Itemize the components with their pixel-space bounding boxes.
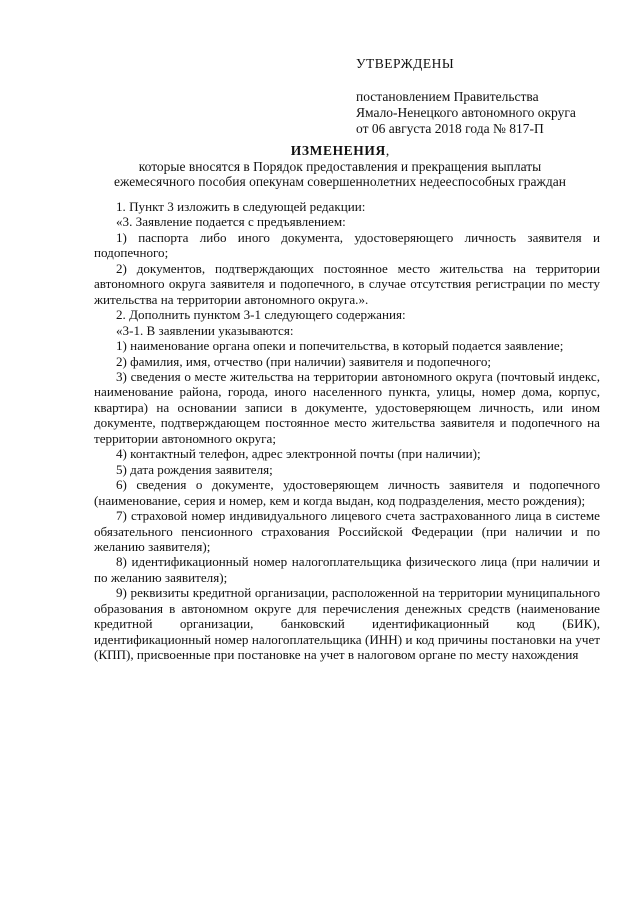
paragraph: 9) реквизиты кредитной организации, расположенной на территории муниципального образования в автономном округе для перечисления денежных средств (наименование кредитной организации, банковский идентификационный код (БИК), идентификационный номер налогоплательщика (ИНН) и код причины постановки на учет (КПП), присвоенные при постановке на учет в налоговом органе по месту нахождения [94,585,600,663]
approval-line-2: Ямало-Ненецкого автономного округа [356,105,576,120]
document-subtitle-line-2: ежемесячного пособия опекунам совершеннолетних недееспособных граждан [114,174,566,189]
paragraph: 1) наименование органа опеки и попечительства, в который подается заявление; [116,338,564,354]
paragraph: 7) страховой номер индивидуального лицевого счета застрахованного лица в системе обязательного пенсионного страхования Российской Федерации (при наличии и по желанию заявителя); [94,508,600,554]
document-title: ИЗМЕНЕНИЯ [290,143,386,158]
paragraph: «3-1. В заявлении указываются: [116,322,294,338]
document-title-block [80,143,600,190]
document-title-suffix: , [385,143,390,158]
paragraph: «3. Заявление подается с предъявлением: [116,214,346,230]
approval-line-3: от 06 августа 2018 года № 817-П [356,121,544,136]
paragraph: 1) паспорта либо иного документа, удостоверяющего личность заявителя и подопечного; [94,229,600,261]
paragraph: 2) фамилия, имя, отчество (при наличии) заявителя и подопечного; [116,353,491,369]
approval-heading: УТВЕРЖДЕНЫ [356,56,455,71]
paragraph: 6) сведения о документе, удостоверяющем личность заявителя и подопечного (наименование, серия и номер, кем и когда выдан, код подразделения, место рождения); [94,477,600,508]
document-subtitle-line-1: которые вносятся в Порядок предоставления и прекращения выплаты [138,158,542,174]
document-body [94,199,600,663]
paragraph: 8) идентификационный номер налогоплательщика физического лица (при наличии и по желанию заявителя); [94,554,600,585]
document-title-line [80,143,600,159]
paragraph: 2. Дополнить пунктом 3-1 следующего содержания: [116,307,406,323]
paragraph: 1. Пункт 3 изложить в следующей редакции: [116,199,366,214]
paragraph: 5) дата рождения заявителя; [116,461,273,477]
paragraph: 2) документов, подтверждающих постоянное место жительства на территории автономного округа заявителя и подопечного, в случае отсутствия регистрации по месту жительства на территории автономного округа.». [94,260,600,307]
approval-stamp [356,56,616,137]
approval-line-1: постановлением Правительства [356,89,539,104]
paragraph: 4) контактный телефон, адрес электронной почты (при наличии); [116,446,481,462]
paragraph: 3) сведения о месте жительства на территории автономного округа (почтовый индекс, наименование района, города, иного населенного пункта, улицы, номер дома, корпус, квартира) на основании записи в документе, удостоверяющем личность, или ином документе, подтверждающем постоянное место жительства заявителя и подопечного на территории автономного округа; [94,368,600,446]
